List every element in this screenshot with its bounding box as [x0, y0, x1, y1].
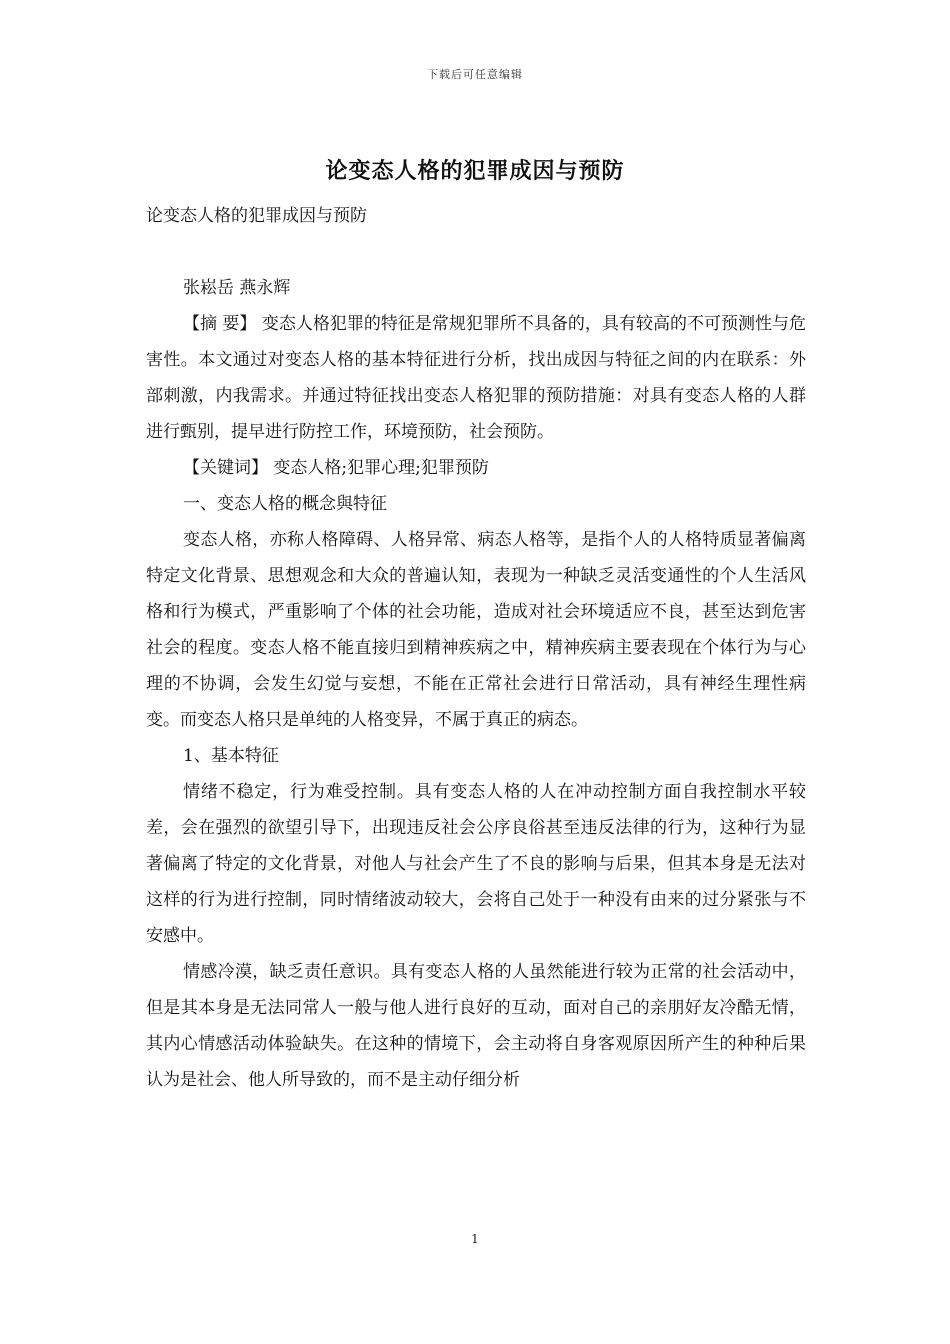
abstract-paragraph: 【摘 要】 变态人格犯罪的特征是常规犯罪所不具备的，具有较高的不可预测性与危害性。本文通过对变态人格的基本特征进行分析，找出成因与特征之间的内在联系：外部刺激，内我需求。并通过特征找出变态人格犯罪的预防措施：对具有变态人格的人群进行甄别，提早进行防控工作，环境预防，社会预防。: [146, 314, 806, 442]
body-paragraph: 情绪不稳定，行为难受控制。具有变态人格的人在冲动控制方面自我控制水平较差，会在强烈的欲望引导下，出现违反社会公序良俗甚至违反法律的行为，这种行为显著偏离了特定的文化背景，对他人与社会产生了不良的影响与后果，但其本身是无法对这样的行为进行控制，同时情绪波动较大，会将自己处于一种没有由来的过分紧张与不安感中。: [146, 782, 806, 946]
page-number: 1: [471, 1232, 479, 1246]
body-paragraph: 情感冷漠，缺乏责任意识。具有变态人格的人虽然能进行较为正常的社会活动中，但是其本身是无法同常人一般与他人进行良好的互动，面对自己的亲朋好友冷酷无情，其内心情感活动体验缺失。在这种的情境下，会主动将自身客观原因所产生的种种后果认为是社会、他人所导致的，而不是主动仔细分析: [146, 962, 806, 1090]
subtitle: 论变态人格的犯罪成因与预防: [146, 206, 367, 226]
keywords-line: 【关键词】 变态人格;犯罪心理;犯罪预防: [183, 458, 489, 478]
blank-line: [146, 234, 806, 270]
subsection-heading: 1、基本特征: [183, 746, 279, 766]
page-header: 下载后可任意编辑: [427, 68, 523, 81]
authors: 张崧岳 燕永辉: [183, 278, 291, 298]
body-paragraph: 变态人格，亦称人格障碍、人格异常、病态人格等，是指个人的人格特质显著偏离特定文化背景、思想观念和大众的普遍认知，表现为一种缺乏灵活变通性的个人生活风格和行为模式，严重影响了个体的社会功能，造成对社会环境适应不良，甚至达到危害社会的程度。变态人格不能直接归到精神疾病之中，精神疾病主要表现在个体行为与心理的不协调，会发生幻觉与妄想，不能在正常社会进行日常活动，具有神经生理性病变。而变态人格只是单纯的人格变异，不属于真正的病态。: [146, 530, 806, 730]
section-heading: 一、变态人格的概念與特征: [183, 494, 387, 514]
document-body: [146, 198, 806, 1098]
document-title: 论变态人格的犯罪成因与预防: [325, 158, 625, 184]
